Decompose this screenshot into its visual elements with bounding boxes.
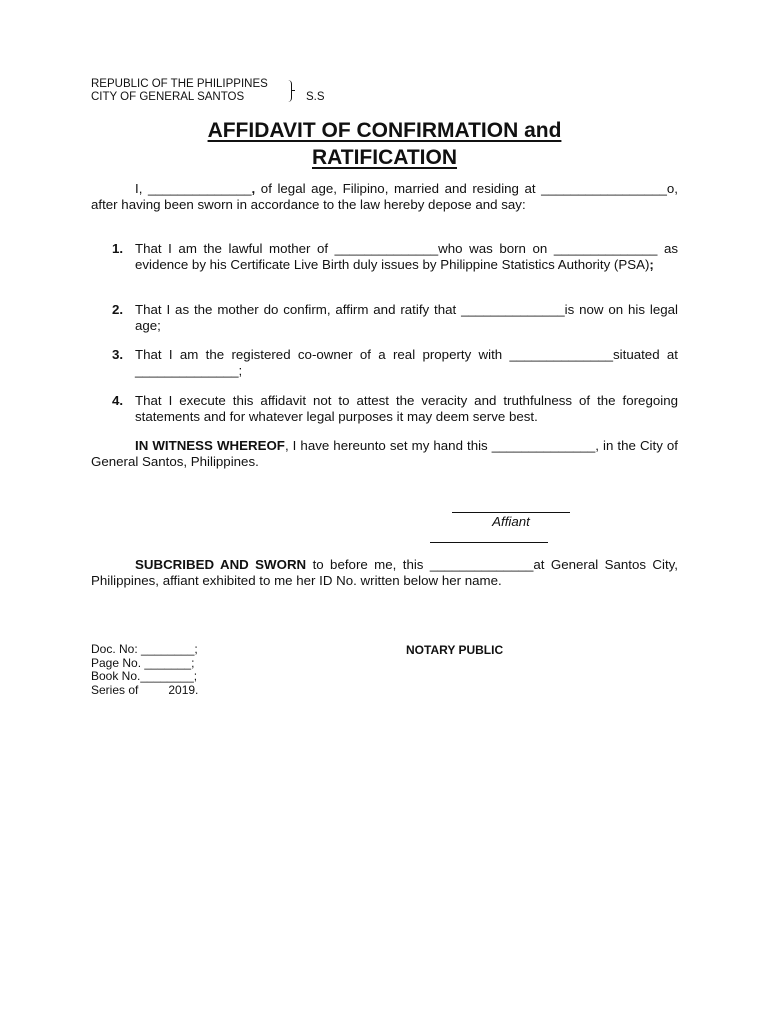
affiant-label: Affiant — [492, 514, 530, 529]
list-item — [91, 393, 678, 424]
subscribed-paragraph — [91, 557, 678, 588]
venue-block — [91, 78, 268, 104]
doc-info-block — [91, 643, 198, 697]
witness-lead: IN WITNESS WHEREOF — [135, 438, 285, 453]
doc-no: Doc. No: ________; — [91, 642, 198, 656]
intro-paragraph — [91, 181, 678, 212]
list-item — [91, 302, 678, 333]
witness-paragraph — [91, 438, 678, 469]
intro-comma: , — [251, 181, 256, 196]
item-text: That I am the lawful mother of ______________who was born on ______________ as evidence by his Certificate Live Birth duly issues by Philippine Statistics Authority (PSA) — [135, 241, 678, 272]
item-number: 1. — [112, 241, 124, 256]
venue-ss: S.S — [306, 91, 325, 103]
intro-text: of legal age, Filipino, married and residing at _________________o, after having been sworn in accordance to the law hereby depose and say: — [91, 181, 678, 212]
venue-brace — [285, 80, 292, 102]
subscribed-text: to before me, this ______________at General Santos City, Philippines, affiant exhibited to me her ID No. written below her name. — [91, 557, 679, 588]
page-no: Page No. _______; — [91, 655, 195, 670]
item-number: 4. — [112, 393, 124, 408]
document-title — [91, 117, 678, 171]
item-text: That I as the mother do confirm, affirm and ratify that ______________is now on his legal age; — [135, 302, 678, 333]
item-end: ; — [649, 256, 654, 272]
item-text: That I am the registered co-owner of a real property with ______________situated at ______________; — [135, 347, 678, 378]
title-line-1: AFFIDAVIT OF CONFIRMATION and — [207, 119, 562, 142]
intro-name-blank: ______________ — [147, 181, 252, 196]
list-item — [91, 347, 678, 378]
venue-republic: REPUBLIC OF THE PHILIPPINES — [91, 78, 268, 90]
subscribed-lead: SUBCRIBED AND SWORN — [135, 557, 307, 572]
venue-city: CITY OF GENERAL SANTOS — [91, 91, 245, 103]
venue-brace-tip — [291, 90, 295, 91]
item-number: 3. — [112, 347, 124, 362]
book-no: Book No.________; — [91, 669, 198, 683]
item-number: 2. — [112, 302, 124, 317]
id-number-line — [430, 542, 548, 543]
notary-public-label: NOTARY PUBLIC — [406, 643, 504, 657]
affiant-signature-line — [452, 512, 570, 513]
witness-text: , I have hereunto set my hand this ______________, in the City of General Santos, Philippines. — [91, 438, 678, 469]
intro-i: I, — [135, 181, 143, 196]
series: Series of 2019. — [91, 682, 199, 697]
item-text: That I execute this affidavit not to attest the veracity and truthfulness of the foregoing statements and for whatever legal purposes it may deem serve best. — [135, 393, 678, 424]
title-line-2: RATIFICATION — [311, 146, 458, 169]
list-item — [91, 241, 678, 272]
